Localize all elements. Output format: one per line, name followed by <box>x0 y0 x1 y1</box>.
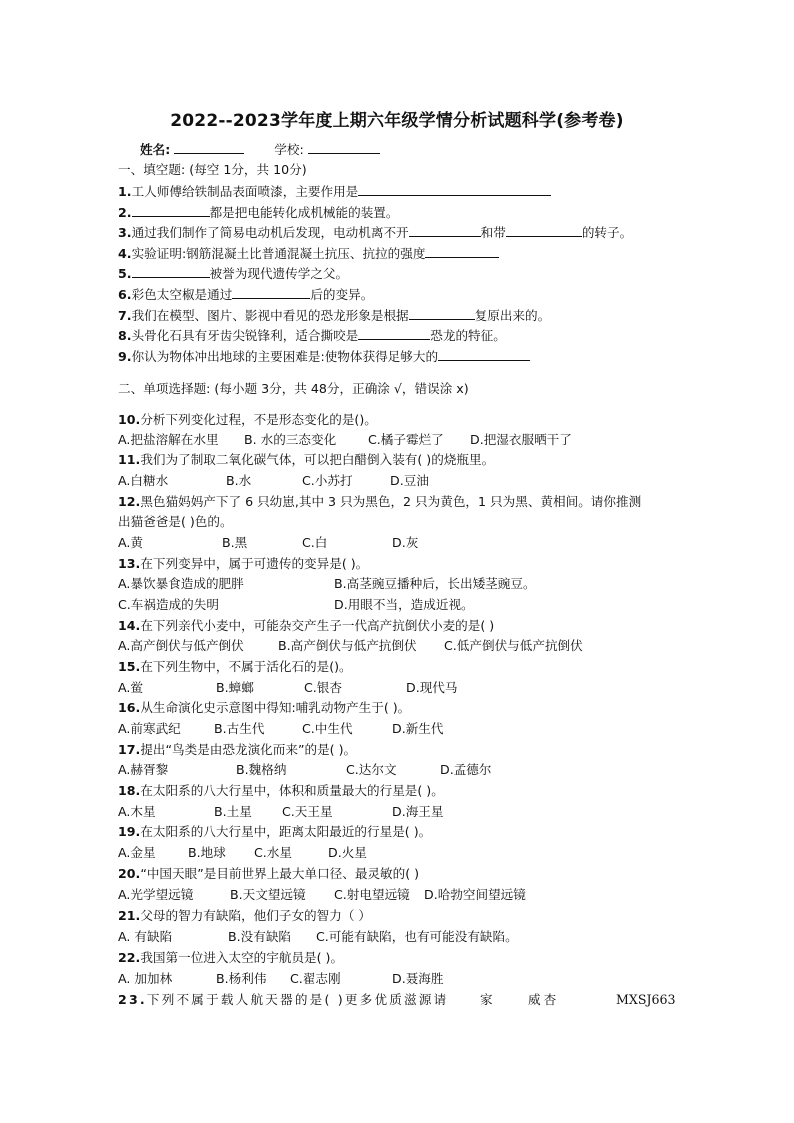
option-b[interactable]: B.没有缺陷 <box>228 929 292 944</box>
option-d[interactable]: D.新生代 <box>392 721 444 736</box>
options-16 <box>118 719 698 739</box>
question-4 <box>118 243 499 264</box>
option-a[interactable]: A.暴饮暴食造成的肥胖 <box>118 576 244 591</box>
question-number: 19. <box>118 824 141 839</box>
options-17 <box>118 760 698 780</box>
option-a[interactable]: A.光学望远镜 <box>118 887 194 902</box>
question-number: 13. <box>118 556 141 571</box>
question-text-b: 恐龙的特征。 <box>430 328 506 343</box>
option-c[interactable]: C.银杏 <box>304 680 342 695</box>
question-number: 2. <box>118 205 132 220</box>
question-number: 3. <box>118 225 132 240</box>
answer-blank[interactable] <box>132 263 210 278</box>
options-13a <box>118 574 698 594</box>
option-b[interactable]: B.魏格纳 <box>236 762 287 777</box>
options-13b <box>118 595 698 615</box>
option-c[interactable]: C.白 <box>302 535 328 550</box>
name-blank[interactable] <box>174 139 244 154</box>
question-text-b: 后的变异。 <box>310 287 374 302</box>
question-text: 我们为了制取二氧化碳气体，可以把白醋倒入装有( )的烧瓶里。 <box>140 452 495 467</box>
options-14 <box>118 636 698 656</box>
student-info-row <box>140 139 380 160</box>
question-13 <box>118 554 368 574</box>
answer-blank[interactable] <box>409 222 481 237</box>
options-11 <box>118 471 698 491</box>
option-d[interactable]: D.火星 <box>328 845 367 860</box>
option-d[interactable]: D.哈勃空间望远镜 <box>424 887 526 902</box>
option-d[interactable]: D.把湿衣服晒干了 <box>470 432 572 447</box>
option-a[interactable]: A.赫胥黎 <box>118 762 169 777</box>
question-text: 工人师傅给铁制品表面喷漆，主要作用是 <box>131 184 359 199</box>
question-number: 12. <box>118 494 141 509</box>
options-20 <box>118 885 698 905</box>
question-18 <box>118 781 444 801</box>
question-text: 从生命演化史示意图中得知:哺乳动物产生于( )。 <box>140 700 411 715</box>
option-d[interactable]: D.聂海胜 <box>392 971 444 986</box>
question-number: 14. <box>118 618 141 633</box>
question-text: 在下列生物中，不属于活化石的是()。 <box>140 659 352 674</box>
question-text: 黑色猫妈妈产下了 6 只幼崽,其中 3 只为黑色，2 只为黄色，1 只为黑、黄相间。请你推测 <box>140 494 642 509</box>
question-number: 10. <box>118 412 141 427</box>
question-text: 在太阳系的八大行星中，体积和质量最大的行星是( )。 <box>140 783 444 798</box>
answer-blank[interactable] <box>358 325 430 340</box>
question-1 <box>118 181 551 202</box>
option-c[interactable]: C.橘子霉烂了 <box>368 432 444 447</box>
question-number: 23. <box>118 992 147 1007</box>
options-21 <box>118 927 698 947</box>
question-text-c: 的转子。 <box>581 225 633 240</box>
question-14 <box>118 616 494 636</box>
answer-blank[interactable] <box>506 222 582 237</box>
option-d[interactable]: D.用眼不当，造成近视。 <box>334 597 474 612</box>
name-label: 姓名: <box>140 142 171 157</box>
question-text-a: 我们在模型、图片、影视中看见的恐龙形象是根据 <box>131 308 409 323</box>
question-19 <box>118 822 431 842</box>
option-c[interactable]: C.射电望远镜 <box>334 887 410 902</box>
question-9 <box>118 346 530 367</box>
option-c[interactable]: C.达尔文 <box>346 762 397 777</box>
answer-blank[interactable] <box>409 305 475 320</box>
option-d[interactable]: D.豆油 <box>390 473 429 488</box>
options-19 <box>118 843 698 863</box>
answer-blank[interactable] <box>425 243 499 258</box>
question-number: 18. <box>118 783 141 798</box>
question-text: 在太阳系的八大行星中，距离太阳最近的行星是( )。 <box>140 824 432 839</box>
question-2 <box>118 202 398 223</box>
question-text: 实验证明:钢筋混凝土比普通混凝土抗压、抗拉的强度 <box>131 246 426 261</box>
option-a[interactable]: A.木星 <box>118 804 156 819</box>
watermark-word-1: 家 <box>480 992 493 1007</box>
question-11 <box>118 450 494 470</box>
option-a[interactable]: A.白糖水 <box>118 473 169 488</box>
option-c[interactable]: C.低产倒伏与低产抗倒伏 <box>444 638 583 653</box>
watermark-word-2: 威杏 <box>528 992 560 1007</box>
option-b[interactable]: B.土星 <box>214 804 252 819</box>
option-b[interactable]: B.蟑螂 <box>216 680 254 695</box>
question-20 <box>118 864 419 884</box>
question-text: 你认为物体冲出地球的主要困难是:使物体获得足够大的 <box>131 349 439 364</box>
answer-blank[interactable] <box>438 346 530 361</box>
question-6 <box>118 284 373 305</box>
question-text: 都是把电能转化成机械能的装置。 <box>209 205 399 220</box>
option-c[interactable]: C.小苏打 <box>302 473 353 488</box>
question-number: 6. <box>118 287 132 302</box>
question-number: 11. <box>118 452 141 467</box>
option-b[interactable]: B.古生代 <box>214 721 265 736</box>
question-body: 下列不属于载人航天器的是( )更多优质滋源请 <box>146 992 449 1007</box>
option-b[interactable]: B.黑 <box>222 535 248 550</box>
option-b[interactable]: B. 水的三态变化 <box>244 432 337 447</box>
question-number: 9. <box>118 349 132 364</box>
question-number: 4. <box>118 246 132 261</box>
question-number: 20. <box>118 866 141 881</box>
question-number: 15. <box>118 659 141 674</box>
question-8 <box>118 325 506 346</box>
question-22 <box>118 948 343 968</box>
option-a[interactable]: A.高产倒伏与低产倒伏 <box>118 638 244 653</box>
option-b[interactable]: B.高产倒伏与低产抗倒伏 <box>278 638 417 653</box>
question-text <box>118 990 448 1010</box>
options-12 <box>118 533 698 553</box>
question-12-cont: 出猫爸爸是( )色的。 <box>118 514 233 529</box>
question-12 <box>118 492 641 512</box>
question-number: 8. <box>118 328 132 343</box>
option-c[interactable]: C.水星 <box>254 845 292 860</box>
option-c[interactable]: C.天王星 <box>282 804 333 819</box>
option-b[interactable]: B.高茎豌豆播种后，长出矮茎豌豆。 <box>334 576 536 591</box>
option-b[interactable]: B.地球 <box>188 845 226 860</box>
option-b[interactable]: B.天文望远镜 <box>230 887 306 902</box>
question-text: 在下列变异中，属于可遗传的变异是( )。 <box>140 556 369 571</box>
question-number: 16. <box>118 700 141 715</box>
option-c[interactable]: C.翟志刚 <box>290 971 341 986</box>
answer-blank[interactable] <box>132 202 210 217</box>
option-d[interactable]: D.孟德尔 <box>440 762 492 777</box>
school-blank[interactable] <box>308 139 380 154</box>
question-text-b: 复原出来的。 <box>474 308 551 323</box>
option-b[interactable]: B.水 <box>226 473 252 488</box>
options-15 <box>118 678 698 698</box>
question-3 <box>118 222 632 243</box>
question-text: 我国第一位进入太空的宇航员是( )。 <box>140 950 344 965</box>
option-a[interactable]: A.鲎 <box>118 680 143 695</box>
option-c[interactable]: C.车祸造成的失明 <box>118 597 219 612</box>
answer-blank[interactable] <box>358 181 551 196</box>
question-23 <box>118 990 678 1010</box>
section2-heading: 二、单项选择题: (每小题 3分，共 48分，正确涂 √，错误涂 x) <box>118 381 469 396</box>
question-number: 1. <box>118 184 132 199</box>
question-7 <box>118 305 550 326</box>
options-10 <box>118 430 698 450</box>
question-21 <box>118 906 371 926</box>
question-number: 7. <box>118 308 132 323</box>
option-b[interactable]: B.杨利伟 <box>216 971 267 986</box>
option-a[interactable]: A.把盐溶解在水里 <box>118 432 219 447</box>
question-text: 提出“鸟类是由恐龙演化而来”的是( )。 <box>140 742 357 757</box>
option-a[interactable]: A. 加加林 <box>118 971 173 986</box>
question-10 <box>118 410 377 430</box>
option-c[interactable]: C.可能有缺陷，也有可能没有缺陷。 <box>316 929 518 944</box>
options-18 <box>118 802 698 822</box>
question-5 <box>118 263 348 284</box>
section1-heading: 一、填空题: (每空 1分，共 10分) <box>118 162 307 177</box>
option-a[interactable]: A. 有缺陷 <box>118 929 173 944</box>
question-number: 22. <box>118 950 141 965</box>
answer-blank[interactable] <box>232 284 310 299</box>
question-text: 在下列亲代小麦中，可能杂交产生子一代高产抗倒伏小麦的是( ) <box>140 618 495 633</box>
option-d[interactable]: D.海王星 <box>392 804 444 819</box>
question-text-a: 头骨化石具有牙齿尖锐锋利，适合撕咬是 <box>131 328 359 343</box>
option-d[interactable]: D.现代马 <box>406 680 458 695</box>
option-a[interactable]: A.前寒武纪 <box>118 721 181 736</box>
option-d[interactable]: D.灰 <box>392 535 419 550</box>
options-22 <box>118 969 698 989</box>
question-text: “中国天眼”是目前世界上最大单口径、最灵敏的( ) <box>140 866 420 881</box>
question-17 <box>118 740 356 760</box>
question-text: 被誉为现代遗传学之父。 <box>209 266 349 281</box>
question-text-b: 和带 <box>480 225 506 240</box>
school-label: 学校: <box>274 142 304 157</box>
page-title: 2022--2023学年度上期六年级学情分析试题科学(参考卷) <box>170 111 624 131</box>
option-a[interactable]: A.金星 <box>118 845 156 860</box>
question-text-a: 彩色太空椒是通过 <box>131 287 233 302</box>
question-number: 17. <box>118 742 141 757</box>
watermark-code: MXSJ663 <box>616 992 676 1007</box>
option-c[interactable]: C.中生代 <box>302 721 353 736</box>
question-text: 分析下列变化过程，不是形态变化的是()。 <box>140 412 377 427</box>
question-15 <box>118 657 352 677</box>
question-text: 父母的智力有缺陷，他们子女的智力（ ） <box>140 908 372 923</box>
question-16 <box>118 698 410 718</box>
question-number: 5. <box>118 266 132 281</box>
question-number: 21. <box>118 908 141 923</box>
option-a[interactable]: A.黄 <box>118 535 143 550</box>
question-text-a: 通过我们制作了简易电动机后发现，电动机离不开 <box>131 225 409 240</box>
